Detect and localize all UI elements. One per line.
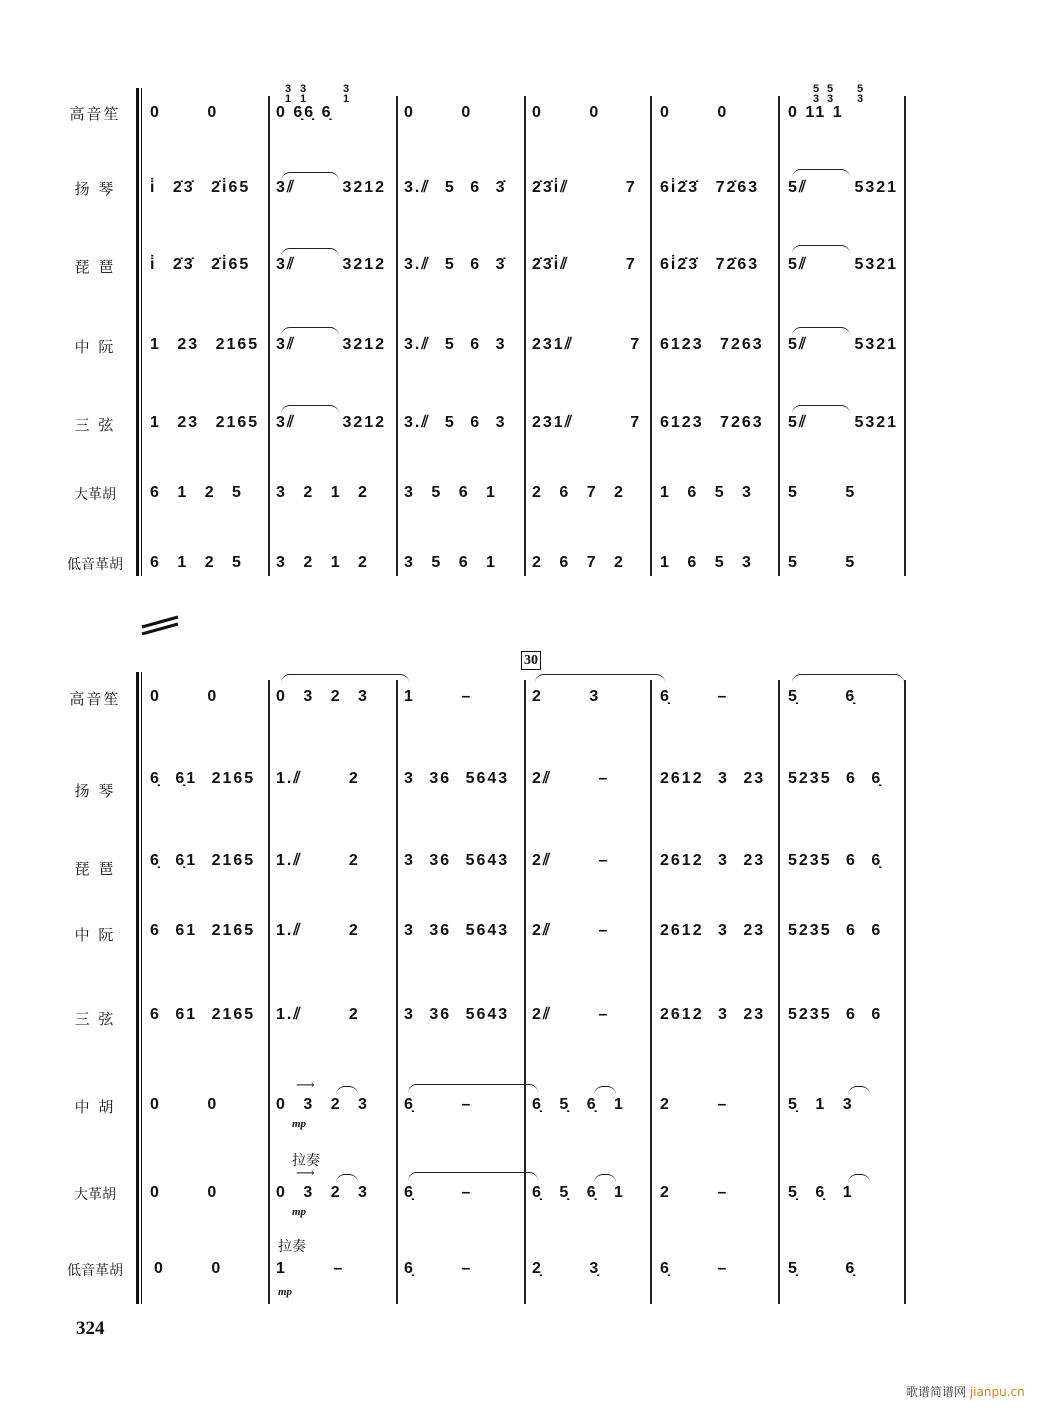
measure: 3 2 1 2 [276,554,369,571]
measure: 1 – [276,1260,345,1277]
measure: 5̣ 6̣ [788,1260,857,1277]
technique-marking: 拉奏 [278,1239,306,1255]
slur [281,674,409,683]
measure: 3 36 5643 [404,1006,510,1023]
measure: 6 61 2165 [150,1006,256,1023]
measure: 3.⫽ 5 6 3 [404,414,507,431]
staff-label-dagehu: 大革胡 [74,1187,116,1203]
measure: 5235 6 6 [788,922,883,939]
barline [778,680,780,1304]
slur [848,1086,870,1095]
measure: 2⫽ – [532,1006,610,1023]
measure: 3⫽ 3212 [276,414,387,431]
technique-arrow-icon: ⟶ [296,1078,315,1093]
staff-label-pipa: 琵 琶 [74,860,116,878]
staff-label-sanxian: 三 弦 [74,416,116,434]
measure: i̇ 2̇3̇ 2̇i̇65 [150,179,251,196]
slur [594,1086,616,1095]
tie [792,245,850,254]
measure: 5⫽ 5321 [788,336,899,353]
watermark [906,1383,1025,1400]
slur [792,674,904,683]
measure: 6̣ – [660,1260,729,1277]
measure: 3 5 6 1 [404,554,497,571]
staff-label-diyingehu: 低音革胡 [67,557,123,573]
measure: 0 0 [532,104,601,121]
measure: 6̣ – [404,1096,473,1113]
chord-stack: 3 1 [285,83,292,105]
measure: 6̣ – [660,688,729,705]
chord-stack: 3 1 [343,83,350,105]
measure: 2612 3 23 [660,922,766,939]
staff-label-gaoyinsheng: 高音笙 [69,105,121,123]
measure: 2⫽ – [532,922,610,939]
measure: 2 3 [532,688,601,705]
measure: 0 0 [404,104,473,121]
barline [268,680,270,1304]
system-bracket-inner [141,88,142,576]
dynamic-marking: mp [292,1206,307,1218]
barline [396,96,398,576]
watermark-domain: jianpu.cn [969,1385,1025,1399]
measure: 6i̇2̇3̇ 72̇63 [660,256,760,273]
measure: 6̣ 5̣ 6̣ 1 [532,1184,625,1201]
staff-label-yangqin: 扬 琴 [74,782,116,800]
barline [524,680,526,1304]
slur [594,1174,616,1183]
measure: 1 – [404,688,473,705]
dynamic-marking: mp [278,1286,293,1298]
measure: i̇ 2̇3̇ 2̇i̇65 [150,256,251,273]
system-bracket [136,672,139,1304]
measure: 5 5 [788,554,857,571]
measure: 0 11 1 [788,104,844,121]
measure: 231⫽ 7 [532,336,642,353]
slur [408,1084,538,1093]
system-separator-icon [140,615,180,635]
measure: 5 5 [788,484,857,501]
measure: 5⫽ 5321 [788,256,899,273]
slur [848,1174,870,1183]
measure: 6 1 2 5 [150,554,243,571]
barline [524,96,526,576]
measure: 2̣ 3̣ [532,1260,601,1277]
measure: 5⫽ 5321 [788,414,899,431]
measure: 2 6 7 2 [532,554,625,571]
measure: 1.⫽ 2 [276,922,360,939]
technique-arrow-icon: ⟶ [296,1166,315,1181]
staff-label-dagehu: 大革胡 [74,487,116,503]
tie [281,405,339,414]
measure: 2⫽ – [532,852,610,869]
measure: 2⫽ – [532,770,610,787]
measure: 6̣ 6̣1 2165 [150,852,256,869]
technique-marking: 拉奏 [292,1153,320,1169]
measure: 3 36 5643 [404,770,510,787]
measure: 2612 3 23 [660,852,766,869]
staff-label-zhonghu: 中 胡 [74,1098,116,1116]
measure: 1.⫽ 2 [276,1006,360,1023]
measure: 6i̇2̇3̇ 72̇63 [660,179,760,196]
tie [792,169,850,178]
measure: 2̇3̇i̇⫽ 7 [532,179,637,196]
measure: 0 3 2 3 [276,1184,369,1201]
measure: 231⫽ 7 [532,414,642,431]
measure: 3⫽ 3212 [276,256,387,273]
staff-label-pipa: 琵 琶 [74,258,116,276]
chord-stack: 5 3 [827,83,834,105]
watermark-site: 歌谱简谱网 [906,1385,967,1399]
tie [281,327,339,336]
tie [792,327,850,336]
measure: 3.⫽ 5 6 3̇ [404,256,507,273]
measure: 5̣ 6̣ [788,688,857,705]
measure: 3 5 6 1 [404,484,497,501]
measure: 0 3 2 3 [276,688,369,705]
measure: 5̣ 1 3 [788,1096,854,1113]
chord-stack: 5 3 [857,83,864,105]
measure: 0 0 [660,104,729,121]
tie [792,405,850,414]
measure: 1 23 2165 [150,414,260,431]
measure: 2̇3̇i̇⫽ 7 [532,256,637,273]
measure: 1 6 5 3 [660,554,753,571]
measure: 5235 6 6̣ [788,770,883,787]
measure: 1.⫽ 2 [276,770,360,787]
measure: 0 6̣6̣ 6̣ [276,104,333,121]
barline-end [904,680,906,1304]
measure: 6123 7263 [660,414,764,431]
barline [650,680,652,1304]
measure: 0 0 [150,1096,219,1113]
measure: 5⫽ 5321 [788,179,899,196]
chord-stack: 3 1 [300,83,307,105]
slur [336,1174,358,1183]
measure: 2612 3 23 [660,770,766,787]
measure: 3 36 5643 [404,922,510,939]
measure: 6 1 2 5 [150,484,243,501]
measure: 2612 3 23 [660,1006,766,1023]
staff-label-zhongruan: 中 阮 [74,926,116,944]
slur [408,1172,538,1181]
measure: 0 0 [150,688,219,705]
measure: 3⫽ 3212 [276,336,387,353]
rehearsal-mark: 30 [521,651,541,670]
system-bracket-inner [141,672,142,1304]
measure: 2 – [660,1184,729,1201]
staff-label-yangqin: 扬 琴 [74,180,116,198]
measure: 6̣ 6̣1 2165 [150,770,256,787]
measure: 3 2 1 2 [276,484,369,501]
measure: 5̣ 6̣ 1 [788,1184,854,1201]
measure: 3.⫽ 5 6 3 [404,336,507,353]
dynamic-marking: mp [292,1118,307,1130]
slur [535,674,665,683]
barline [268,96,270,576]
measure: 0 0 [150,1184,219,1201]
system-bracket [136,88,139,576]
measure: 2 – [660,1096,729,1113]
measure: 2 6 7 2 [532,484,625,501]
measure: 5235 6 6̣ [788,852,883,869]
barline [396,680,398,1304]
slur [336,1086,358,1095]
measure: 6̣ – [404,1184,473,1201]
measure: 0 0 [154,1260,223,1277]
measure: 3⫽ 3212 [276,179,387,196]
measure: 0 3 2 3 [276,1096,369,1113]
measure: 3 36 5643 [404,852,510,869]
staff-label-diyingehu: 低音革胡 [67,1263,123,1279]
barline [778,96,780,576]
measure: 1.⫽ 2 [276,852,360,869]
chord-stack: 5 3 [813,83,820,105]
measure: 1 23 2165 [150,336,260,353]
barline [650,96,652,576]
measure: 6123 7263 [660,336,764,353]
measure: 3.⫽ 5 6 3̇ [404,179,507,196]
measure: 0 0 [150,104,219,121]
measure: 6̣ – [404,1260,473,1277]
measure: 1 6 5 3 [660,484,753,501]
staff-label-sanxian: 三 弦 [74,1010,116,1028]
barline-end [904,96,906,576]
staff-label-gaoyinsheng: 高音笙 [69,690,121,708]
measure: 5235 6 6 [788,1006,883,1023]
page-number: 324 [76,1318,105,1339]
measure: 6̣ 5̣ 6̣ 1 [532,1096,625,1113]
staff-label-zhongruan: 中 阮 [74,338,116,356]
measure: 6 61 2165 [150,922,256,939]
